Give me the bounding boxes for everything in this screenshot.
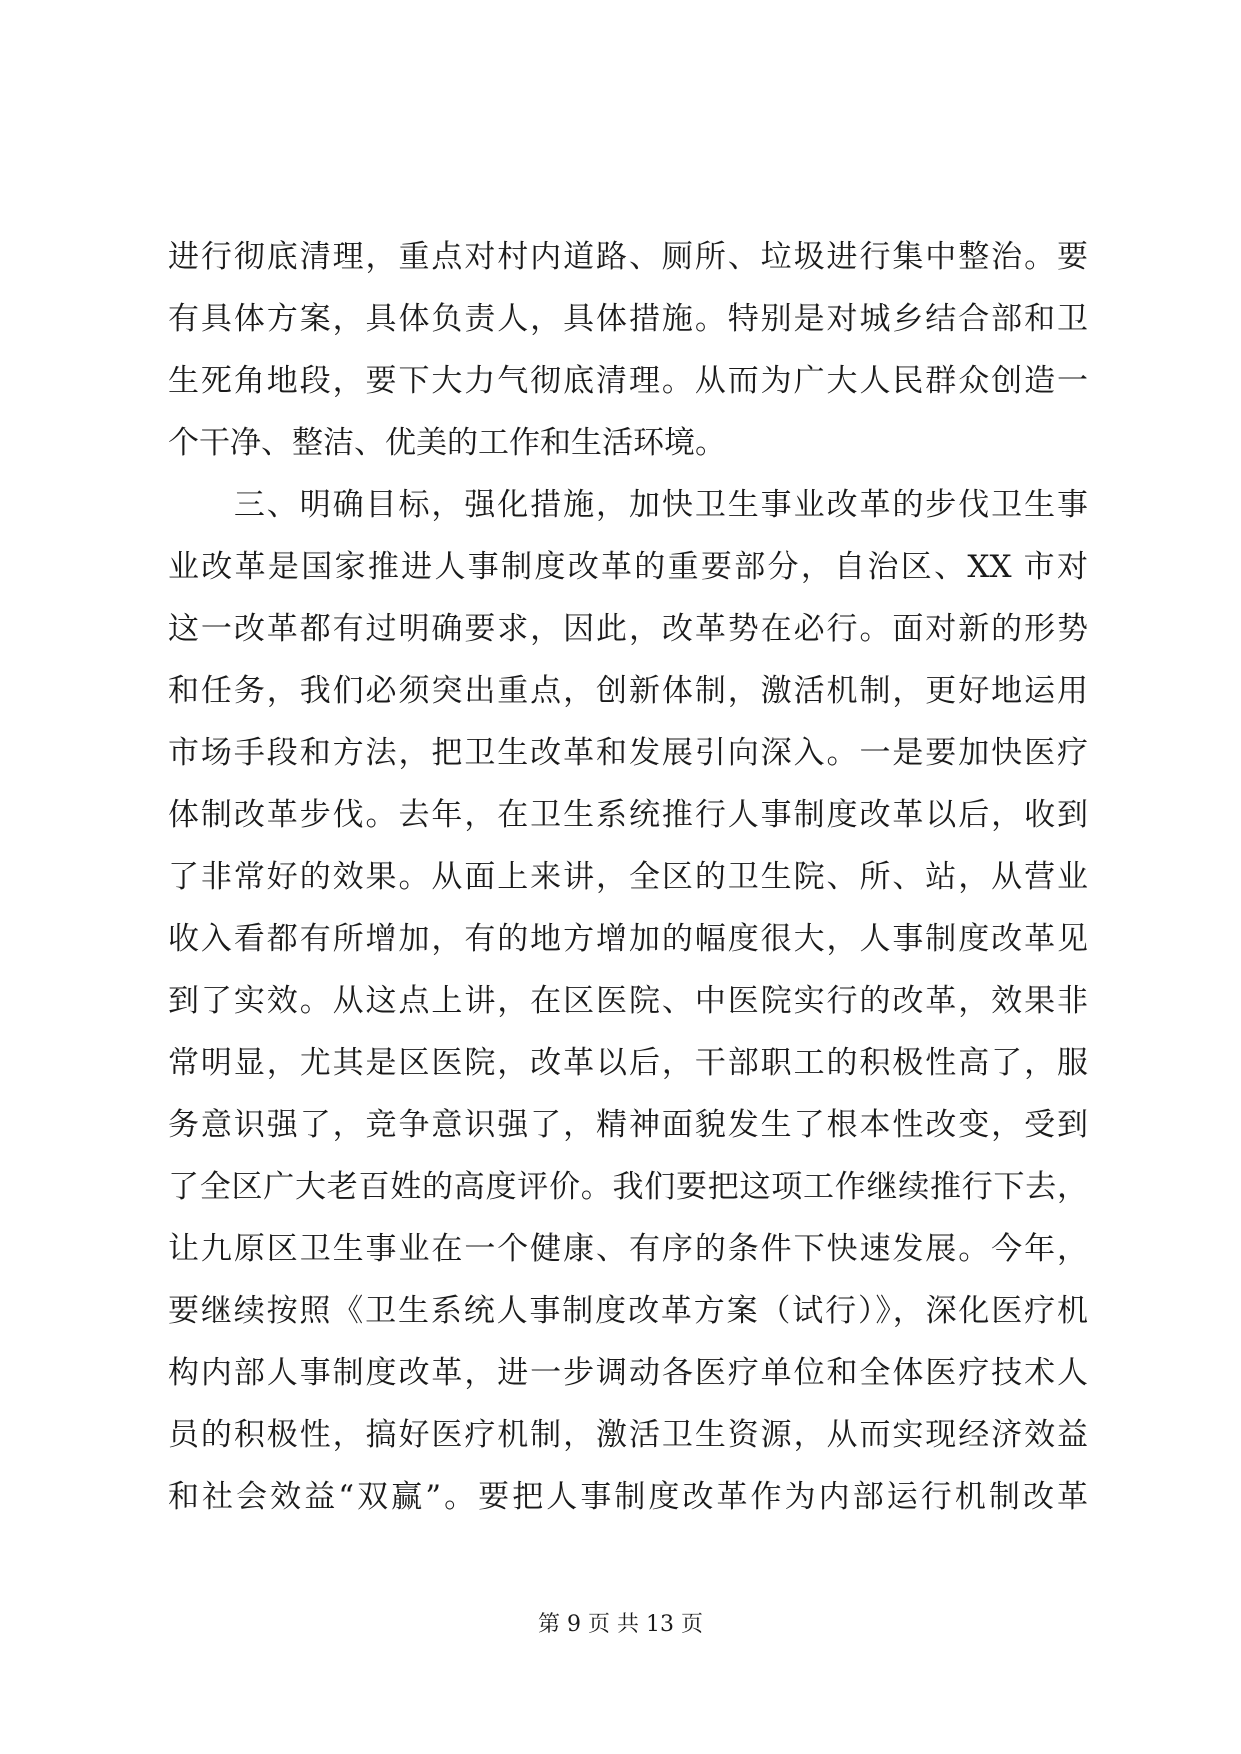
- text-line: 要继续按照《卫生系统人事制度改革方案（试行）》，深化医疗机: [168, 1293, 1088, 1329]
- text-line: 体制改革步伐。去年，在卫生系统推行人事制度改革以后，收到: [168, 797, 1088, 833]
- text-line: 进行彻底清理，重点对村内道路、厕所、垃圾进行集中整治。要: [168, 239, 1088, 275]
- text-line: 收入看都有所增加，有的地方增加的幅度很大，人事制度改革见: [168, 921, 1088, 957]
- text-line: 常明显，尤其是区医院，改革以后，干部职工的积极性高了，服: [168, 1045, 1088, 1081]
- text-line: 个干净、整洁、优美的工作和生活环境。: [168, 425, 726, 461]
- text-line: 和任务，我们必须突出重点，创新体制，激活机制，更好地运用: [168, 673, 1088, 709]
- text-line: 务意识强了，竞争意识强了，精神面貌发生了根本性改变，受到: [168, 1107, 1088, 1143]
- text-line: 构内部人事制度改革，进一步调动各医疗单位和全体医疗技术人: [168, 1355, 1088, 1391]
- text-line: 员的积极性，搞好医疗机制，激活卫生资源，从而实现经济效益: [168, 1417, 1088, 1453]
- text-line: 三、明确目标，强化措施，加快卫生事业改革的步伐卫生事: [168, 487, 1088, 523]
- text-line: 和社会效益“双赢”。要把人事制度改革作为内部运行机制改革: [168, 1479, 1088, 1515]
- text-line: 业改革是国家推进人事制度改革的重要部分，自治区、XX 市对: [168, 549, 1088, 585]
- text-line: 这一改革都有过明确要求，因此，改革势在必行。面对新的形势: [168, 611, 1088, 647]
- text-line: 生死角地段，要下大力气彻底清理。从而为广大人民群众创造一: [168, 363, 1088, 399]
- text-line: 了全区广大老百姓的高度评价。我们要把这项工作继续推行下去，: [168, 1169, 1088, 1205]
- page-number-footer: 第 9 页 共 13 页: [538, 1612, 703, 1637]
- text-line: 让九原区卫生事业在一个健康、有序的条件下快速发展。今年，: [168, 1231, 1088, 1267]
- text-line: 有具体方案，具体负责人，具体措施。特别是对城乡结合部和卫: [168, 301, 1088, 337]
- text-line: 到了实效。从这点上讲，在区医院、中医院实行的改革，效果非: [168, 983, 1088, 1019]
- text-line: 市场手段和方法，把卫生改革和发展引向深入。一是要加快医疗: [168, 735, 1088, 771]
- text-line: 了非常好的效果。从面上来讲，全区的卫生院、所、站，从营业: [168, 859, 1088, 895]
- body-text: [168, 226, 1088, 1528]
